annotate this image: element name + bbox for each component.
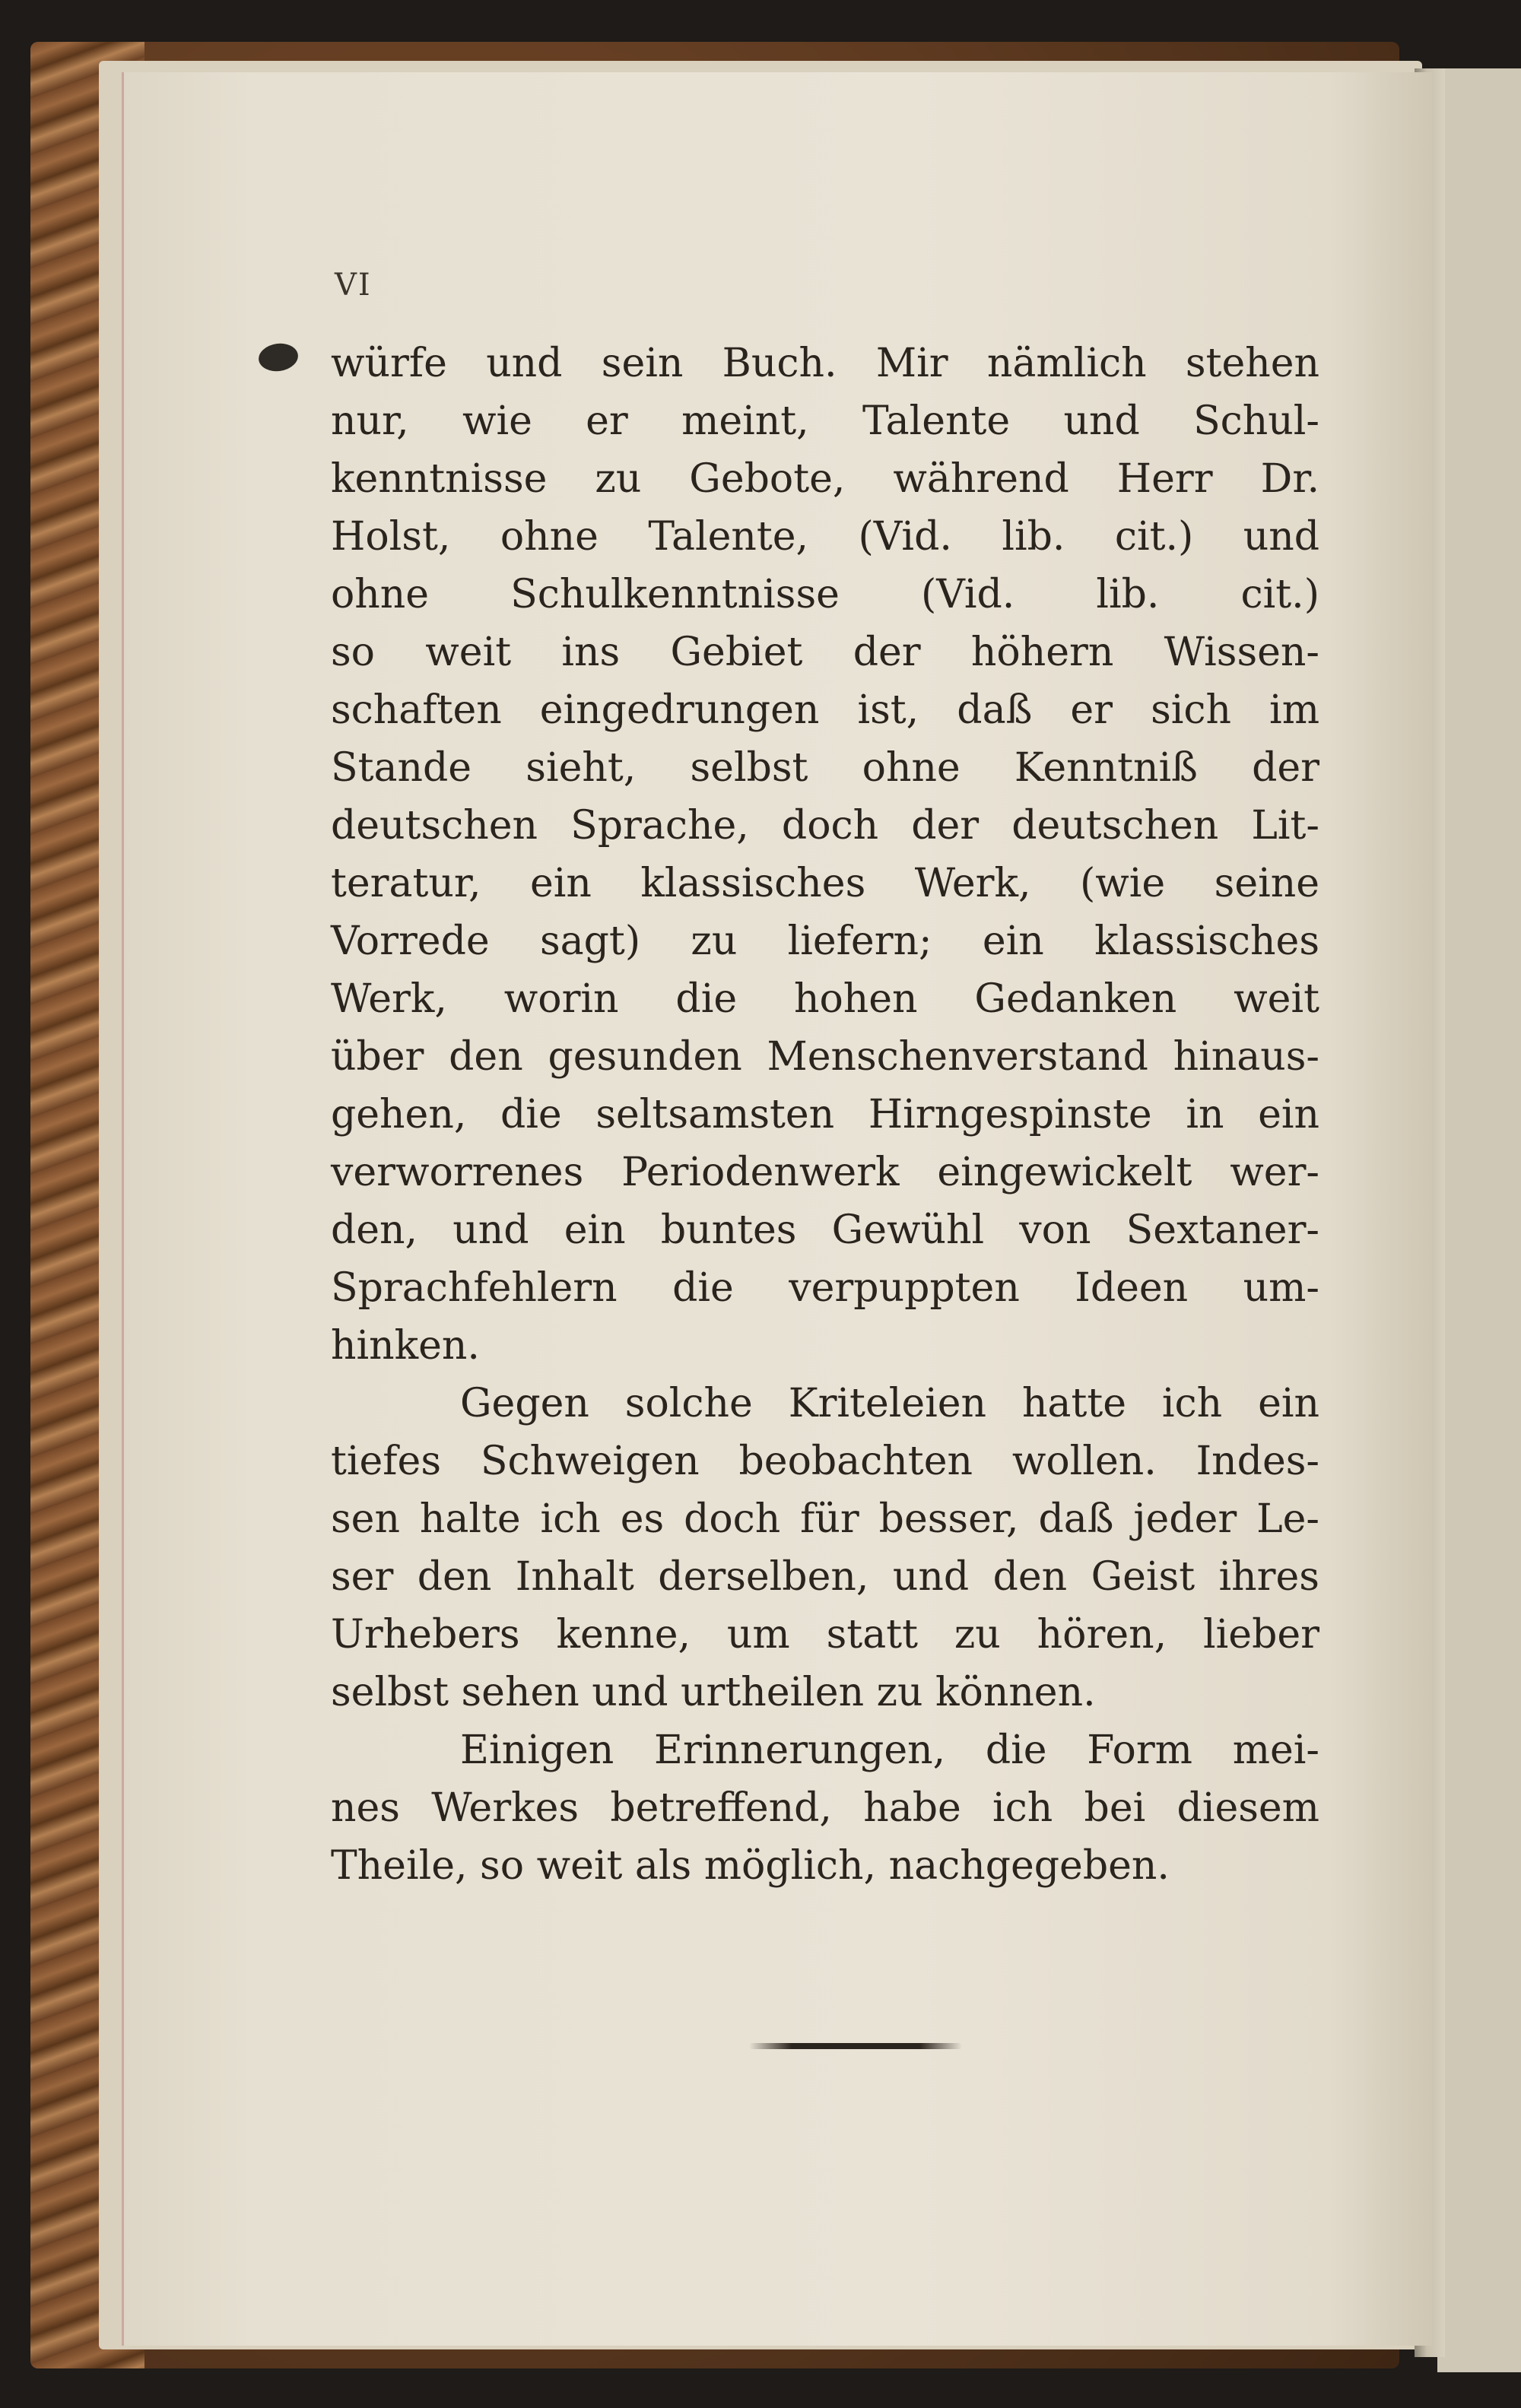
text-line: teratur, ein klassisches Werk, (wie seine	[331, 861, 1319, 906]
text-line: Vorrede sagt) zu liefern; ein klassisches	[331, 918, 1319, 964]
text-line: verworrenes Periodenwerk eingewickelt wer-	[331, 1150, 1319, 1195]
text-line: über den gesunden Menschenverstand hinaus-	[331, 1034, 1319, 1080]
text-line: Sprachfehlern die verpuppten Ideen um-	[331, 1265, 1319, 1311]
text-line: gehen, die seltsamsten Hirngespinste in ein	[331, 1092, 1319, 1137]
text-line: ser den Inhalt derselben, und den Geist ihres	[331, 1554, 1319, 1600]
text-line: würfe und sein Buch. Mir nämlich stehen	[331, 341, 1319, 386]
text-line: nur, wie er meint, Talente und Schul-	[331, 398, 1319, 444]
text-line: Werk, worin die hohen Gedanken weit	[331, 976, 1319, 1022]
text-line: kenntnisse zu Gebote, während Herr Dr.	[331, 456, 1319, 502]
text-line: Gegen solche Kriteleien hatte ich ein	[460, 1381, 1319, 1426]
text-line: den, und ein buntes Gewühl von Sextaner-	[331, 1207, 1319, 1253]
text-line: so weit ins Gebiet der höhern Wissen-	[331, 630, 1319, 675]
text-line: Holst, ohne Talente, (Vid. lib. cit.) und	[331, 514, 1319, 560]
text-line: hinken.	[331, 1323, 480, 1369]
text-line: sen halte ich es doch für besser, daß jeder Le-	[331, 1496, 1319, 1542]
text-line: nes Werkes betreffend, habe ich bei diesem	[331, 1785, 1319, 1831]
text-line: Stande sieht, selbst ohne Kenntniß der	[331, 745, 1319, 791]
text-line: Urhebers kenne, um statt zu hören, lieber	[331, 1612, 1319, 1658]
text-line: schaften eingedrungen ist, daß er sich im	[331, 687, 1319, 733]
text-line: tiefes Schweigen beobachten wollen. Indes-	[331, 1439, 1319, 1484]
text-line: Theile, so weit als möglich, nachgegeben.	[331, 1843, 1170, 1889]
text-line: selbst sehen und urtheilen zu können.	[331, 1670, 1096, 1715]
text-line: deutschen Sprache, doch der deutschen Lit-	[331, 803, 1319, 849]
closing-rule	[749, 2043, 962, 2049]
body-text	[331, 335, 1319, 1895]
page-number: VI	[335, 268, 372, 303]
text-line: Einigen Erinnerungen, die Form mei-	[460, 1727, 1319, 1773]
text-line: ohne Schulkenntnisse (Vid. lib. cit.)	[331, 572, 1319, 617]
facing-page-edge	[1437, 68, 1521, 2372]
